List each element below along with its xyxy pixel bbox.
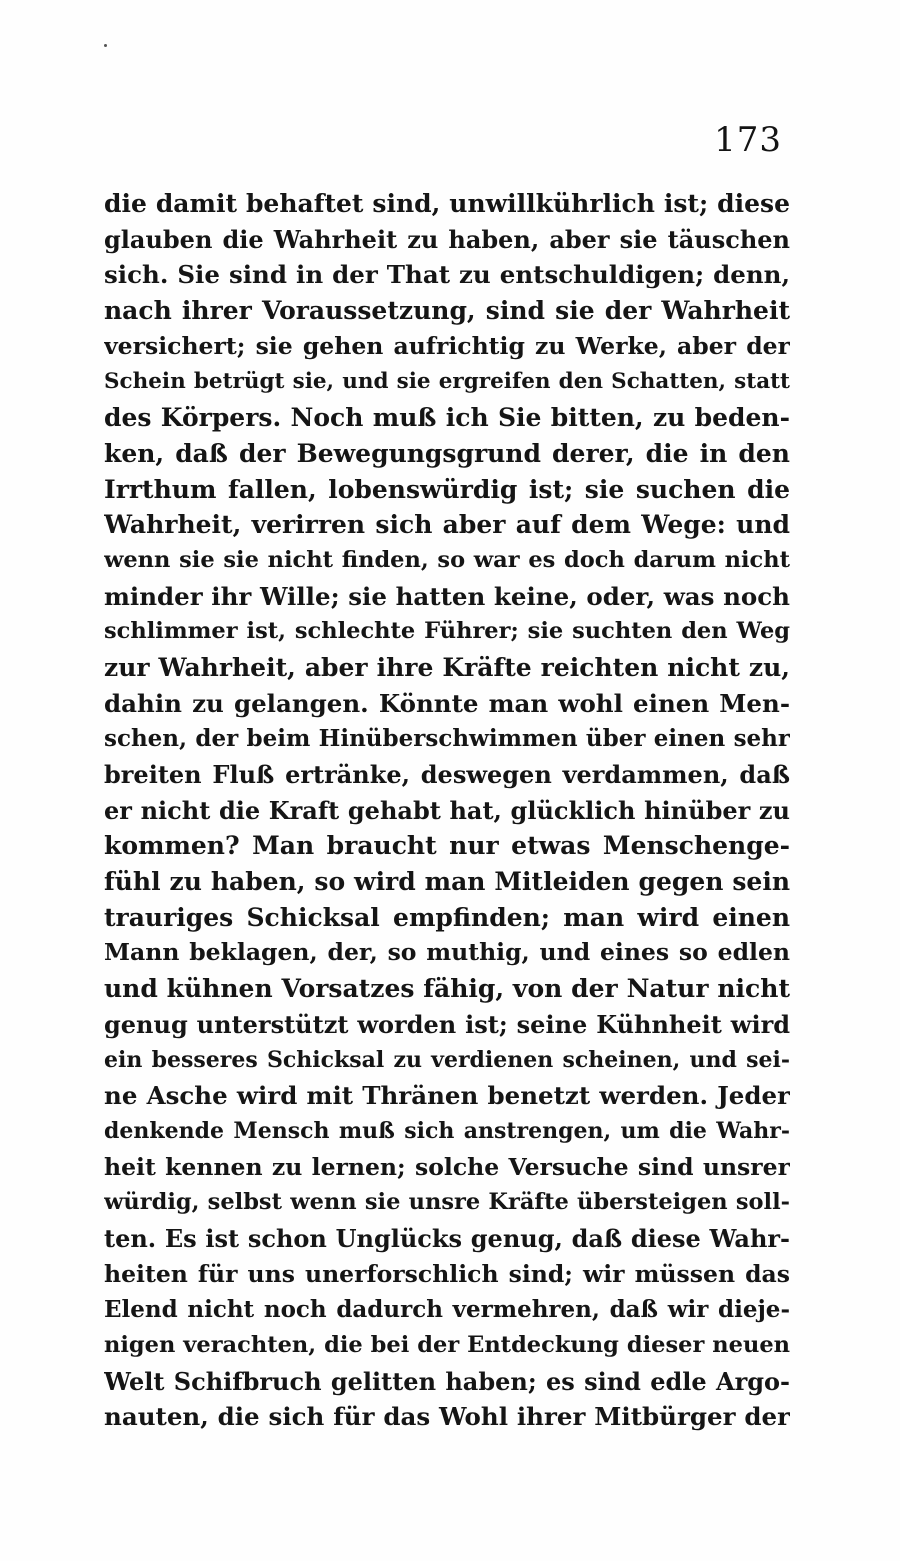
text-line: würdig, selbst wenn sie unsre Kräfte übersteigen soll- bbox=[104, 1189, 790, 1216]
text-line: ne Asche wird mit Thränen benetzt werden. Jeder bbox=[104, 1081, 790, 1111]
text-line: ten. Es ist schon Unglücks genug, daß diese Wahr- bbox=[104, 1223, 790, 1253]
text-line: genug unterstützt worden ist; seine Kühnheit wird bbox=[104, 1009, 790, 1039]
text-line: glauben die Wahrheit zu haben, aber sie täuschen bbox=[104, 224, 790, 254]
text-line: breiten Fluß ertränke, deswegen verdammen, daß bbox=[104, 760, 790, 789]
text-line: denkende Mensch muß sich anstrengen, um die Wahr- bbox=[104, 1117, 790, 1144]
text-line: heiten für uns unerforschlich sind; wir müssen das bbox=[104, 1259, 790, 1288]
text-line: Mann beklagen, der, so muthig, und eines so edlen bbox=[104, 938, 790, 967]
ink-speck bbox=[104, 44, 107, 47]
text-line: ein besseres Schicksal zu verdienen scheinen, und sei- bbox=[104, 1046, 790, 1073]
text-line: und kühnen Vorsatzes fähig, von der Natur nicht bbox=[104, 974, 790, 1004]
text-line: er nicht die Kraft gehabt hat, glücklich hinüber zu bbox=[104, 795, 790, 825]
text-line: sich. Sie sind in der That zu entschuldigen; denn, bbox=[104, 260, 790, 290]
text-line: fühl zu haben, so wird man Mitleiden gegen sein bbox=[104, 867, 790, 897]
text-line: des Körpers. Noch muß ich Sie bitten, zu beden- bbox=[104, 403, 790, 433]
text-line: wenn sie sie nicht finden, so war es doch darum nicht bbox=[104, 546, 790, 573]
page-number: 173 bbox=[714, 120, 782, 160]
text-line: trauriges Schicksal empfinden; man wird einen bbox=[104, 902, 790, 932]
text-line: minder ihr Wille; sie hatten keine, oder, was noch bbox=[104, 581, 790, 611]
text-line: heit kennen zu lernen; solche Versuche sind unsrer bbox=[104, 1152, 790, 1181]
text-line: nauten, die sich für das Wohl ihrer Mitbürger der bbox=[104, 1402, 790, 1432]
text-line: Welt Schifbruch gelitten haben; es sind edle Argo- bbox=[104, 1366, 790, 1396]
text-line: dahin zu gelangen. Könnte man wohl einen Men- bbox=[104, 688, 790, 718]
text-line: zur Wahrheit, aber ihre Kräfte reichten nicht zu, bbox=[104, 652, 790, 682]
text-line: Elend nicht noch dadurch vermehren, daß wir dieje- bbox=[104, 1296, 790, 1324]
text-line: Wahrheit, verirren sich aber auf dem Wege: und bbox=[104, 510, 790, 540]
text-line: schen, der beim Hinüberschwimmen über einen sehr bbox=[104, 725, 790, 753]
text-line: versichert; sie gehen aufrichtig zu Werke, aber der bbox=[104, 331, 790, 360]
text-line: nach ihrer Voraussetzung, sind sie der Wahrheit bbox=[104, 296, 790, 326]
text-line: ken, daß der Bewegungsgrund derer, die in den bbox=[104, 438, 790, 468]
text-line: kommen? Man braucht nur etwas Menschenge- bbox=[104, 831, 790, 861]
text-line: schlimmer ist, schlechte Führer; sie suchten den Weg bbox=[104, 618, 790, 645]
text-line: nigen verachten, die bei der Entdeckung dieser neuen bbox=[104, 1332, 790, 1358]
text-line: die damit behaftet sind, unwillkührlich ist; diese bbox=[104, 189, 790, 218]
text-line: Schein betrügt sie, und sie ergreifen den Schatten, statt bbox=[104, 369, 790, 395]
text-line: Irrthum fallen, lobenswürdig ist; sie suchen die bbox=[104, 474, 790, 504]
body-text bbox=[104, 186, 790, 1435]
